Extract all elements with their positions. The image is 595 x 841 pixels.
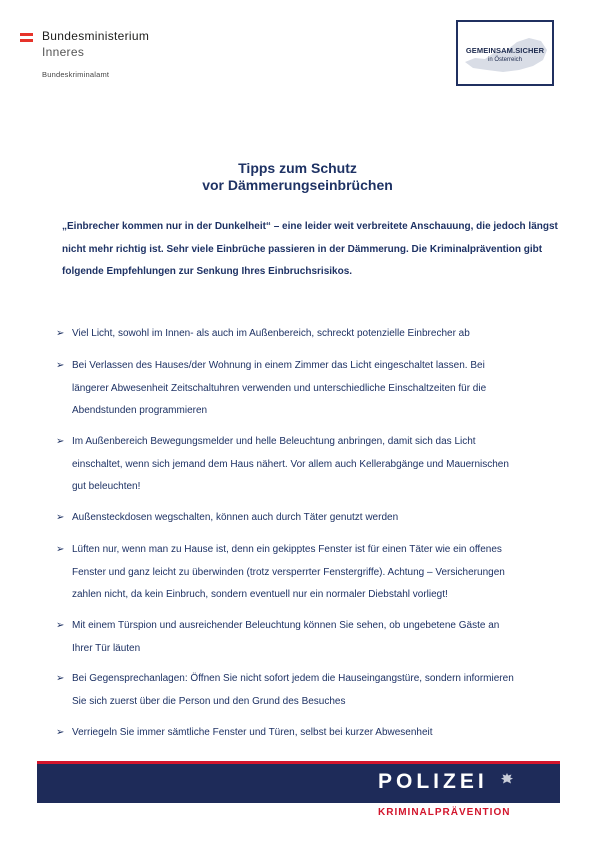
arrow-bullet-icon: ➢: [56, 673, 65, 684]
arrow-bullet-icon: ➢: [56, 436, 65, 447]
tip-line: Sie sich zuerst über die Person und den Grund des Besuches: [72, 695, 346, 707]
tip-line: Verriegeln Sie immer sämtliche Fenster und Türen, selbst bei kurzer Abwesenheit: [72, 727, 433, 738]
arrow-bullet-icon: ➢: [56, 512, 65, 523]
arrow-bullet-icon: ➢: [56, 360, 65, 371]
austria-flag-logo: [20, 33, 33, 42]
eagle-emblem-icon: [500, 772, 514, 786]
page-title-line: vor Dämmerungseinbrüchen: [202, 177, 393, 193]
tip-line: Lüften nur, wenn man zu Hause ist, denn ein gekipptes Fenster ist für einen Täter wie ein offenes: [72, 544, 502, 555]
tip-line: Mit einem Türspion und ausreichender Beleuchtung können Sie sehen, ob ungebetene Gäste an: [72, 620, 500, 631]
austria-map-icon: [461, 28, 551, 84]
intro-line: „Einbrecher kommen nur in der Dunkelheit“ – eine leider weit verbreitete Anschauung, die jedoch längst: [62, 221, 558, 232]
tip-line: Fenster und ganz leicht zu überwinden (trotz versperrter Fenstergriffe). Achtung – Versicherungen: [72, 566, 505, 578]
arrow-bullet-icon: ➢: [56, 328, 65, 339]
tip-line: gut beleuchten!: [72, 481, 141, 492]
tip-line: Im Außenbereich Bewegungsmelder und helle Beleuchtung anbringen, damit sich das Licht: [72, 436, 476, 447]
arrow-bullet-icon: ➢: [56, 620, 65, 631]
campaign-logo-subtitle: in Österreich: [487, 57, 522, 63]
footer-red-stripe: [37, 761, 560, 764]
campaign-logo-title: GEMEINSAM.SICHER: [465, 46, 545, 55]
arrow-bullet-icon: ➢: [56, 544, 65, 555]
tip-line: Viel Licht, sowohl im Innen- als auch im Außenbereich, schreckt potenzielle Einbrecher ab: [72, 328, 470, 339]
page-title: [0, 160, 595, 194]
campaign-logo: [456, 20, 554, 86]
intro-line: folgende Empfehlungen zur Senkung Ihres Einbruchsrisikos.: [62, 266, 353, 277]
polizei-logo-text: POLIZEI: [378, 770, 488, 793]
tip-line: zahlen nicht, da kein Einbruch, sondern eventuell nur ein normaler Diebstahl vorliegt!: [72, 589, 448, 600]
arrow-bullet-icon: ➢: [56, 727, 65, 738]
tip-line: Bei Gegensprechanlagen: Öffnen Sie nicht sofort jedem die Hauseingangstüre, sondern informieren: [72, 673, 514, 684]
ministry-department: Bundeskriminalamt: [42, 70, 110, 79]
page-title-line: Tipps zum Schutz: [238, 160, 357, 176]
tip-line: Bei Verlassen des Hauses/der Wohnung in einem Zimmer das Licht eingeschaltet lassen. Bei: [72, 360, 485, 371]
tip-line: Ihrer Tür läuten: [72, 642, 141, 654]
tip-line: Abendstunden programmieren: [72, 405, 208, 416]
footer-tagline: KRIMINALPRÄVENTION: [378, 807, 511, 818]
tip-line: einschaltet, wenn sich jemand dem Haus nähert. Vor allem auch Kellerabgänge und Mauernischen: [72, 458, 509, 470]
intro-line: nicht mehr richtig ist. Sehr viele Einbrüche passieren in der Dämmerung. Die Kriminalprävention gibt: [62, 243, 543, 255]
intro-paragraph: [62, 216, 562, 284]
tip-line: Außensteckdosen wegschalten, können auch durch Täter genutzt werden: [72, 512, 399, 523]
ministry-sub: Inneres: [42, 45, 85, 59]
tip-line: längerer Abwesenheit Zeitschaltuhren verwenden und unterschiedliche Einschaltzeiten für die: [72, 382, 487, 394]
ministry-name: Bundesministerium: [42, 29, 150, 43]
